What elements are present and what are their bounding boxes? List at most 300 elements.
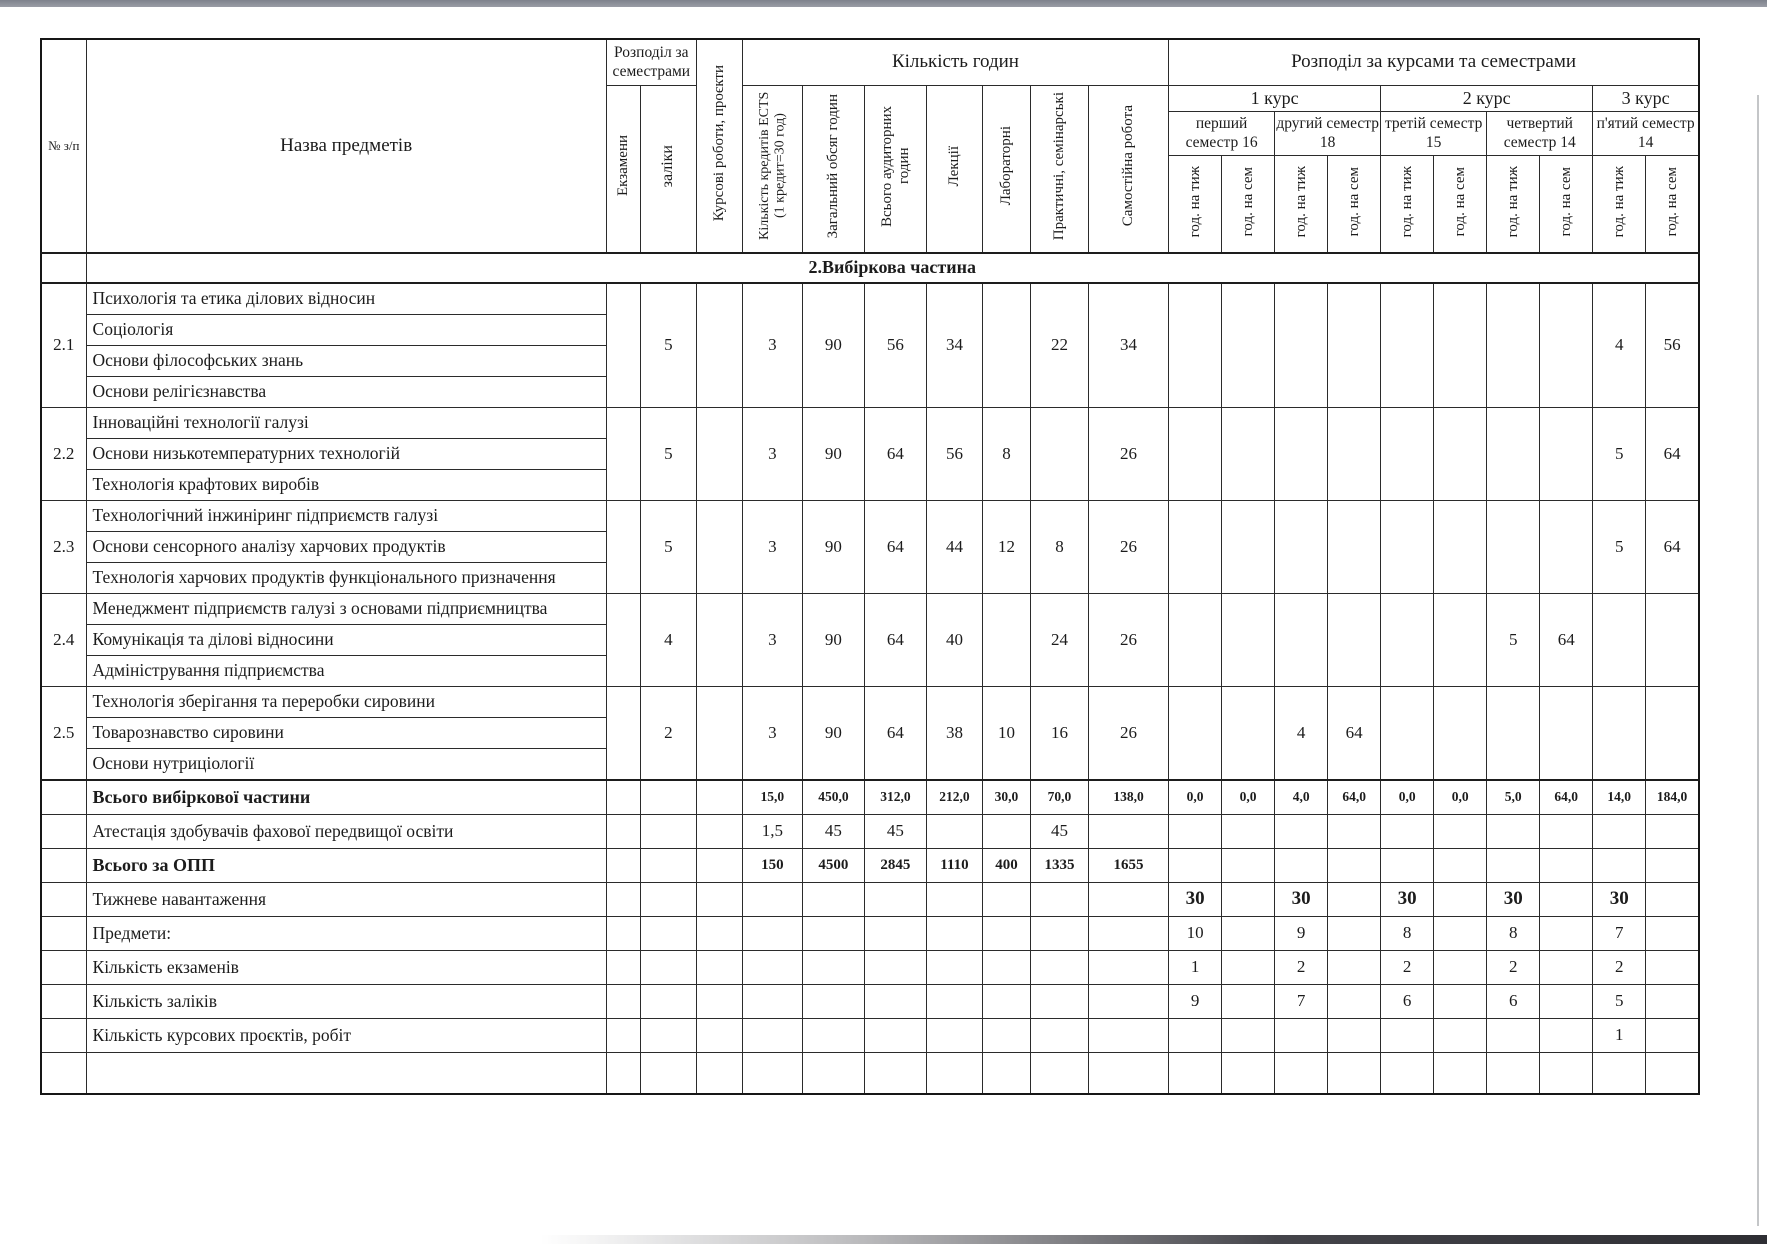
subjects-cell (86, 500, 606, 593)
semester-4-header: четвертий семестр 14 (1487, 111, 1593, 155)
semester-value-cell (1540, 882, 1593, 916)
classroom-hours-label: Всього аудиторних годин (878, 105, 912, 227)
hours-value-cell: 5 (640, 407, 696, 500)
semester-value-cell (1381, 1018, 1434, 1052)
hours-value-cell (802, 1052, 864, 1094)
hours-value-cell (606, 950, 640, 984)
semester-value-cell (1646, 950, 1699, 984)
hours-value-cell: 70,0 (1030, 780, 1088, 815)
hours-value-cell (640, 1052, 696, 1094)
semester-value-cell (1646, 593, 1699, 686)
hours-value-cell (926, 950, 982, 984)
hours-value-cell (982, 984, 1030, 1018)
hours-value-cell: 400 (982, 848, 1030, 882)
group-number: 2.4 (41, 593, 86, 686)
hours-value-cell (742, 1052, 802, 1094)
summary-row (41, 780, 1699, 815)
hours-value-cell (1030, 1052, 1088, 1094)
semester-value-cell: 7 (1275, 984, 1328, 1018)
semester-value-cell (1593, 814, 1646, 848)
zalik-label: заліки (659, 144, 677, 188)
semester-value-cell (1222, 593, 1275, 686)
hours-value-cell (1088, 1018, 1168, 1052)
hours-value-cell: 30,0 (982, 780, 1030, 815)
hours-value-cell (926, 984, 982, 1018)
semester-value-cell (1646, 882, 1699, 916)
hours-value-cell: 2 (640, 686, 696, 780)
semester-value-cell: 10 (1169, 916, 1222, 950)
hours-value-cell: 45 (802, 814, 864, 848)
summary-row (41, 916, 1699, 950)
hours-value-cell (982, 593, 1030, 686)
subject-name: Основи релігієзнавства (92, 380, 267, 401)
labs-label: Лабораторні (998, 126, 1015, 206)
ects-credits-label: Кількість кредитів ЕСТS (1 кредит=30 год) (756, 91, 788, 241)
hours-value-cell (1088, 882, 1168, 916)
col-header-ects-credits (742, 85, 802, 253)
subject-group-row (41, 407, 1699, 500)
summary-number-cell (41, 780, 86, 815)
hours-value-cell (926, 882, 982, 916)
subject-group-row (41, 593, 1699, 686)
curriculum-sheet (40, 38, 1700, 1095)
hours-value-cell (742, 1018, 802, 1052)
hours-value-cell: 5 (640, 500, 696, 593)
semester-value-cell (1328, 407, 1381, 500)
semester-value-cell (1169, 283, 1222, 408)
hours-value-cell (696, 780, 742, 815)
semester-value-cell (1328, 848, 1381, 882)
hours-value-cell (606, 1018, 640, 1052)
hours-per-semester-header (1434, 156, 1487, 253)
hours-value-cell: 45 (1030, 814, 1088, 848)
semester-value-cell: 7 (1593, 916, 1646, 950)
subject-name: Технологія харчових продуктів функціонального призначення (92, 566, 556, 587)
hours-per-week-header (1381, 156, 1434, 253)
semester-value-cell: 8 (1381, 916, 1434, 950)
semester-value-cell (1328, 882, 1381, 916)
hours-value-cell (982, 1018, 1030, 1052)
hours-value-cell: 15,0 (742, 780, 802, 815)
hours-value-cell: 24 (1030, 593, 1088, 686)
col-header-course-distribution: Розподіл за курсами та семестрами (1169, 39, 1699, 85)
hours-value-cell (1088, 950, 1168, 984)
semester-value-cell (1593, 686, 1646, 780)
hours-value-cell (802, 1018, 864, 1052)
hours-value-cell: 8 (1030, 500, 1088, 593)
exams-label: Екзамени (614, 135, 631, 197)
sem-sub-label: год. на сем (1557, 166, 1574, 237)
hours-value-cell (864, 1052, 926, 1094)
total-hours-label: Загальний обсяг годин (824, 93, 841, 239)
hours-value-cell (982, 882, 1030, 916)
lectures-label: Лекції (946, 145, 963, 187)
hours-value-cell: 8 (982, 407, 1030, 500)
summary-label (86, 1052, 606, 1094)
semester-value-cell (1222, 950, 1275, 984)
hours-value-cell (1088, 916, 1168, 950)
semester-value-cell (1487, 814, 1540, 848)
semester-value-cell: 5 (1593, 984, 1646, 1018)
semester-value-cell (1328, 283, 1381, 408)
semester-1-header: перший семестр 16 (1169, 111, 1275, 155)
hours-value-cell (696, 814, 742, 848)
semester-value-cell (1275, 500, 1328, 593)
course-3-header: 3 курс (1593, 85, 1699, 111)
hours-value-cell (606, 500, 640, 593)
semester-value-cell (1593, 1052, 1646, 1094)
semester-value-cell (1222, 1018, 1275, 1052)
col-header-labs (982, 85, 1030, 253)
hours-value-cell (982, 814, 1030, 848)
sem-sub-label: год. на сем (1345, 166, 1362, 237)
semester-value-cell (1540, 500, 1593, 593)
semester-value-cell: 1 (1593, 1018, 1646, 1052)
hours-value-cell: 26 (1088, 593, 1168, 686)
hours-value-cell (864, 882, 926, 916)
semester-value-cell (1222, 1052, 1275, 1094)
hours-value-cell: 90 (802, 407, 864, 500)
hours-value-cell (1030, 916, 1088, 950)
semester-value-cell (1540, 916, 1593, 950)
semester-value-cell (1593, 593, 1646, 686)
hours-value-cell (696, 882, 742, 916)
subject-name: Менеджмент підприємств галузі з основами підприємництва (87, 594, 606, 625)
semester-value-cell (1487, 1018, 1540, 1052)
semester-value-cell (1646, 686, 1699, 780)
hours-value-cell (640, 1018, 696, 1052)
summary-label: Тижневе навантаження (86, 882, 606, 916)
semester-value-cell (1646, 814, 1699, 848)
subject-name: Технологія зберігання та переробки сировини (87, 687, 606, 718)
semester-value-cell (1434, 686, 1487, 780)
hours-value-cell (982, 916, 1030, 950)
semester-value-cell (1222, 916, 1275, 950)
semester-value-cell (1275, 283, 1328, 408)
col-header-self-study (1088, 85, 1168, 253)
semester-value-cell (1487, 407, 1540, 500)
hours-value-cell (802, 882, 864, 916)
hours-value-cell (982, 950, 1030, 984)
hours-value-cell (606, 916, 640, 950)
semester-value-cell: 1 (1169, 950, 1222, 984)
hours-value-cell (982, 1052, 1030, 1094)
semester-value-cell: 5 (1593, 500, 1646, 593)
semester-value-cell: 5,0 (1487, 780, 1540, 815)
semester-value-cell (1328, 984, 1381, 1018)
hours-value-cell: 64 (864, 407, 926, 500)
semester-value-cell: 9 (1275, 916, 1328, 950)
table-body (41, 253, 1699, 1094)
group-number: 2.1 (41, 283, 86, 408)
semester-value-cell (1434, 283, 1487, 408)
semester-value-cell (1328, 1018, 1381, 1052)
summary-number-cell (41, 950, 86, 984)
semester-value-cell (1434, 916, 1487, 950)
semester-value-cell: 30 (1381, 882, 1434, 916)
hours-per-week-header (1169, 156, 1222, 253)
semester-value-cell (1328, 593, 1381, 686)
semester-value-cell (1222, 500, 1275, 593)
semester-value-cell (1222, 814, 1275, 848)
hours-value-cell: 5 (640, 283, 696, 408)
hours-per-semester-header (1328, 156, 1381, 253)
semester-value-cell (1222, 848, 1275, 882)
scan-artifact-bottom-bar (540, 1235, 1767, 1244)
semester-value-cell (1222, 686, 1275, 780)
semester-value-cell (1381, 593, 1434, 686)
semester-value-cell: 30 (1275, 882, 1328, 916)
semester-value-cell (1646, 1018, 1699, 1052)
hours-value-cell (606, 780, 640, 815)
hours-value-cell (696, 1018, 742, 1052)
semester-value-cell (1381, 686, 1434, 780)
semester-value-cell (1434, 593, 1487, 686)
hours-value-cell (802, 916, 864, 950)
semester-value-cell: 30 (1487, 882, 1540, 916)
summary-row (41, 1052, 1699, 1094)
scan-artifact-top-bar (0, 0, 1767, 7)
semester-value-cell (1540, 283, 1593, 408)
hours-value-cell (606, 882, 640, 916)
semester-value-cell: 4 (1593, 283, 1646, 408)
sem-sub-label: год. на тиж (1504, 165, 1521, 237)
group-number: 2.5 (41, 686, 86, 780)
hours-value-cell (982, 283, 1030, 408)
semester-value-cell: 30 (1169, 882, 1222, 916)
sem-sub-label: год. на тиж (1398, 165, 1415, 237)
semester-value-cell (1222, 882, 1275, 916)
hours-value-cell: 38 (926, 686, 982, 780)
hours-per-week-header (1593, 156, 1646, 253)
subject-name: Технологія крафтових виробів (92, 473, 320, 494)
hours-per-week-header (1487, 156, 1540, 253)
semester-value-cell (1328, 814, 1381, 848)
semester-value-cell (1434, 407, 1487, 500)
hours-value-cell (926, 1018, 982, 1052)
hours-value-cell (696, 848, 742, 882)
semester-value-cell (1646, 984, 1699, 1018)
hours-value-cell: 56 (864, 283, 926, 408)
subject-name: Основи філософських знань (87, 346, 606, 377)
hours-value-cell (1030, 984, 1088, 1018)
subject-name: Психологія та етика ділових відносин (87, 284, 606, 315)
summary-row (41, 950, 1699, 984)
hours-value-cell (1088, 814, 1168, 848)
hours-value-cell (696, 407, 742, 500)
subject-name: Адміністрування підприємства (92, 659, 325, 680)
hours-value-cell: 2845 (864, 848, 926, 882)
semester-value-cell: 0,0 (1222, 780, 1275, 815)
subject-name: Основи сенсорного аналізу харчових продуктів (87, 532, 606, 563)
col-header-lectures (926, 85, 982, 253)
semester-value-cell (1275, 593, 1328, 686)
hours-value-cell (640, 814, 696, 848)
hours-value-cell (864, 1018, 926, 1052)
hours-value-cell (640, 882, 696, 916)
hours-value-cell: 1,5 (742, 814, 802, 848)
semester-value-cell (1434, 500, 1487, 593)
summary-label: Атестація здобувачів фахової передвищої освіти (86, 814, 606, 848)
hours-value-cell (742, 916, 802, 950)
hours-value-cell (606, 407, 640, 500)
semester-value-cell: 6 (1487, 984, 1540, 1018)
table-header (41, 39, 1699, 253)
summary-label: Предмети: (86, 916, 606, 950)
summary-row (41, 848, 1699, 882)
semester-value-cell (1646, 916, 1699, 950)
hours-value-cell: 56 (926, 407, 982, 500)
course-1-header: 1 курс (1169, 85, 1381, 111)
hours-per-semester-header (1222, 156, 1275, 253)
hours-value-cell: 4500 (802, 848, 864, 882)
semester-value-cell: 2 (1593, 950, 1646, 984)
summary-row (41, 882, 1699, 916)
col-header-hours: Кількість годин (742, 39, 1168, 85)
col-header-total-hours (802, 85, 864, 253)
hours-value-cell (606, 593, 640, 686)
hours-value-cell (606, 283, 640, 408)
hours-value-cell (1030, 882, 1088, 916)
semester-value-cell (1381, 814, 1434, 848)
semester-value-cell: 30 (1593, 882, 1646, 916)
hours-value-cell: 44 (926, 500, 982, 593)
semester-value-cell (1540, 407, 1593, 500)
semester-value-cell (1381, 500, 1434, 593)
col-header-zalik (640, 85, 696, 253)
hours-value-cell: 26 (1088, 500, 1168, 593)
course-works-label: Курсові роботи, проєкти (710, 65, 727, 222)
hours-value-cell (864, 916, 926, 950)
hours-value-cell: 1655 (1088, 848, 1168, 882)
semester-2-header: другий семестр 18 (1275, 111, 1381, 155)
semester-value-cell (1434, 950, 1487, 984)
semester-value-cell: 0,0 (1434, 780, 1487, 815)
summary-row (41, 814, 1699, 848)
summary-label: Кількість курсових проєктів, робіт (86, 1018, 606, 1052)
subject-name: Товарознавство сировини (87, 718, 606, 749)
hours-value-cell: 12 (982, 500, 1030, 593)
semester-value-cell (1434, 984, 1487, 1018)
semester-value-cell (1169, 593, 1222, 686)
semester-value-cell (1169, 407, 1222, 500)
subject-group-row (41, 686, 1699, 780)
hours-value-cell: 90 (802, 283, 864, 408)
summary-label: Всього вибіркової частини (86, 780, 606, 815)
semester-value-cell: 5 (1487, 593, 1540, 686)
subject-name: Технологічний інжиніринг підприємств галузі (87, 501, 606, 532)
semester-value-cell: 64 (1328, 686, 1381, 780)
semester-value-cell (1169, 1018, 1222, 1052)
semester-value-cell: 64,0 (1540, 780, 1593, 815)
summary-number-cell (41, 916, 86, 950)
summary-row (41, 984, 1699, 1018)
section-title: 2.Вибіркова частина (86, 253, 1699, 283)
subjects-cell (86, 407, 606, 500)
semester-value-cell (1540, 814, 1593, 848)
header-row-1 (41, 39, 1699, 85)
summary-number-cell (41, 848, 86, 882)
semester-value-cell (1646, 848, 1699, 882)
semester-value-cell (1169, 1052, 1222, 1094)
summary-label: Кількість заліків (86, 984, 606, 1018)
hours-value-cell (606, 686, 640, 780)
semester-value-cell (1381, 1052, 1434, 1094)
semester-value-cell (1169, 848, 1222, 882)
hours-value-cell (926, 916, 982, 950)
subject-name: Соціологія (87, 315, 606, 346)
semester-value-cell (1275, 1018, 1328, 1052)
summary-label: Кількість екзаменів (86, 950, 606, 984)
semester-value-cell (1222, 407, 1275, 500)
semester-value-cell (1381, 407, 1434, 500)
hours-value-cell: 450,0 (802, 780, 864, 815)
semester-value-cell: 4,0 (1275, 780, 1328, 815)
semester-value-cell (1487, 283, 1540, 408)
summary-number-cell (41, 1018, 86, 1052)
practical-label: Практичні, семінарські (1051, 91, 1068, 241)
hours-per-week-header (1275, 156, 1328, 253)
hours-value-cell: 22 (1030, 283, 1088, 408)
semester-value-cell (1646, 1052, 1699, 1094)
semester-value-cell: 2 (1487, 950, 1540, 984)
semester-value-cell (1487, 686, 1540, 780)
semester-value-cell (1593, 848, 1646, 882)
hours-value-cell (696, 283, 742, 408)
semester-value-cell (1434, 1052, 1487, 1094)
subjects-cell (86, 593, 606, 686)
semester-value-cell (1540, 1018, 1593, 1052)
course-2-header: 2 курс (1381, 85, 1593, 111)
summary-label: Всього за ОПП (86, 848, 606, 882)
sem-sub-label: год. на тиж (1186, 165, 1203, 237)
hours-value-cell (864, 950, 926, 984)
hours-value-cell (1088, 1052, 1168, 1094)
hours-value-cell (864, 984, 926, 1018)
hours-value-cell (606, 1052, 640, 1094)
hours-value-cell: 26 (1088, 686, 1168, 780)
section-header-row (41, 253, 1699, 283)
semester-value-cell: 9 (1169, 984, 1222, 1018)
semester-value-cell: 64 (1540, 593, 1593, 686)
hours-value-cell (640, 780, 696, 815)
semester-value-cell (1222, 984, 1275, 1018)
col-header-course-works (696, 39, 742, 253)
hours-value-cell: 64 (864, 686, 926, 780)
scan-artifact-right-line (1757, 95, 1759, 1226)
hours-per-semester-header (1540, 156, 1593, 253)
subject-group-row (41, 500, 1699, 593)
hours-value-cell: 64 (864, 593, 926, 686)
hours-value-cell (1030, 1018, 1088, 1052)
semester-value-cell (1540, 848, 1593, 882)
subjects-cell (86, 686, 606, 780)
semester-value-cell (1328, 500, 1381, 593)
semester-value-cell: 64 (1646, 407, 1699, 500)
semester-value-cell: 4 (1275, 686, 1328, 780)
semester-value-cell (1169, 686, 1222, 780)
semester-value-cell (1487, 848, 1540, 882)
sem-sub-label: год. на сем (1663, 166, 1680, 237)
hours-value-cell: 138,0 (1088, 780, 1168, 815)
semester-value-cell (1434, 882, 1487, 916)
summary-number-cell (41, 882, 86, 916)
semester-value-cell (1381, 848, 1434, 882)
hours-value-cell: 34 (926, 283, 982, 408)
hours-value-cell (802, 984, 864, 1018)
semester-value-cell (1328, 916, 1381, 950)
subject-name: Основи низькотемпературних технологій (87, 439, 606, 470)
